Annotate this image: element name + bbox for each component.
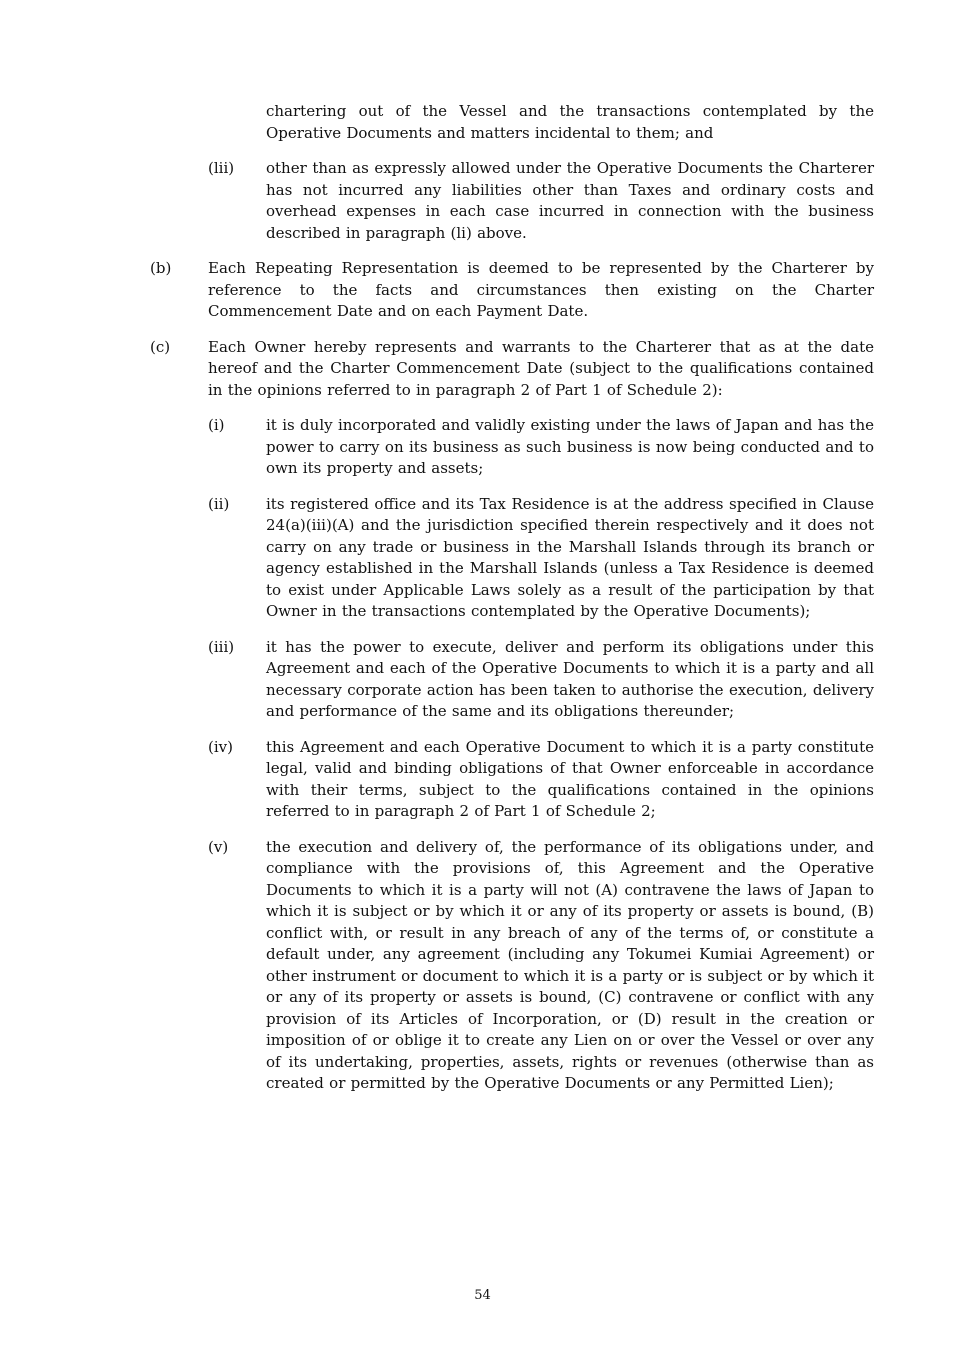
paragraph-marker: (i) xyxy=(208,416,225,434)
paragraph-marker: (iii) xyxy=(208,637,235,656)
paragraph xyxy=(208,837,874,1095)
paragraph-marker: (ii) xyxy=(208,494,230,513)
paragraph-text: this Agreement and each Operative Document to which it is a party constitute legal, valid and binding obligations of that Owner enforceable in accordance with their terms, subject to the qualifications contained in the opinions referred to in paragraph 2 of Part 1 of Schedule 2; xyxy=(266,737,874,820)
paragraph-marker: (lii) xyxy=(208,159,235,177)
paragraph-marker: (c) xyxy=(150,337,171,356)
paragraph-text: its registered office and its Tax Residence is at the address specified in Clause 24(a)(iii)(A) and the jurisdiction specified therein respectively and it does not carry on any trade or business in the Marshall Islands through its branch or agency established in the Marshall Islands (unless a Tax Residence is deemed to exist under Applicable Laws solely as a result of the participation by that Owner in the transactions contemplated by the Operative Documents); xyxy=(266,494,874,620)
paragraph-marker: (b) xyxy=(150,259,172,277)
paragraph xyxy=(208,158,874,244)
paragraph xyxy=(208,737,874,823)
paragraph xyxy=(150,337,874,402)
paragraph-text: it is duly incorporated and validly existing under the laws of Japan and has the power to carry on its business as such business is now being conducted and to own its property and assets; xyxy=(266,416,874,477)
paragraph-text: chartering out of the Vessel and the transactions contemplated by the Operative Documents and matters incidental to them; and xyxy=(266,102,874,142)
paragraph xyxy=(208,101,874,144)
paragraph-marker: (iv) xyxy=(208,737,233,756)
paragraph-marker xyxy=(208,101,266,144)
page-number: 54 xyxy=(474,1288,491,1303)
paragraph xyxy=(208,494,874,623)
paragraph-text: Each Repeating Representation is deemed to be represented by the Charterer by reference to the facts and circumstances then existing on the Charter Commencement Date and on each Payment Date. xyxy=(208,259,874,320)
paragraph xyxy=(208,637,874,723)
paragraph-text: it has the power to execute, deliver and perform its obligations under this Agreement and each of the Operative Documents to which it is a party and all necessary corporate action has been taken to authorise the execution, delivery and performance of the same and its obligations thereunder; xyxy=(266,637,874,720)
paragraph-text: other than as expressly allowed under the Operative Documents the Charterer has not incurred any liabilities other than Taxes and ordinary costs and overhead expenses in each case incurred in connection with the business described in paragraph (li) above. xyxy=(266,159,874,242)
paragraph-text: Each Owner hereby represents and warrants to the Charterer that as at the date hereof and the Charter Commencement Date (subject to the qualifications contained in the opinions referred to in paragraph 2 of Part 1 of Schedule 2): xyxy=(208,337,874,399)
paragraph-text: the execution and delivery of, the performance of its obligations under, and compliance with the provisions of, this Agreement and the Operative Documents to which it is a party will not (A) contravene the laws of Japan to which it is subject or by which it or any of its property or assets is bound, (B) conflict with, or result in any breach of any of the terms of, or constitute a default under, any agreement (including any Tokumei Kumiai Agreement) or other instrument or document to which it is a party or is subject or by which it or any of its property or assets is bound, (C) contravene or conflict with any provision of its Articles of Incorporation, or (D) result in the creation or imposition of or oblige it to create any Lien on or over the Vessel or over any of its undertaking, properties, assets, rights or revenues (otherwise than as created or permitted by the Operative Documents or any Permitted Lien); xyxy=(266,837,874,1092)
document-body xyxy=(150,101,874,1109)
paragraph xyxy=(208,415,874,480)
paragraph-marker: (v) xyxy=(208,837,229,856)
paragraph xyxy=(150,258,874,323)
